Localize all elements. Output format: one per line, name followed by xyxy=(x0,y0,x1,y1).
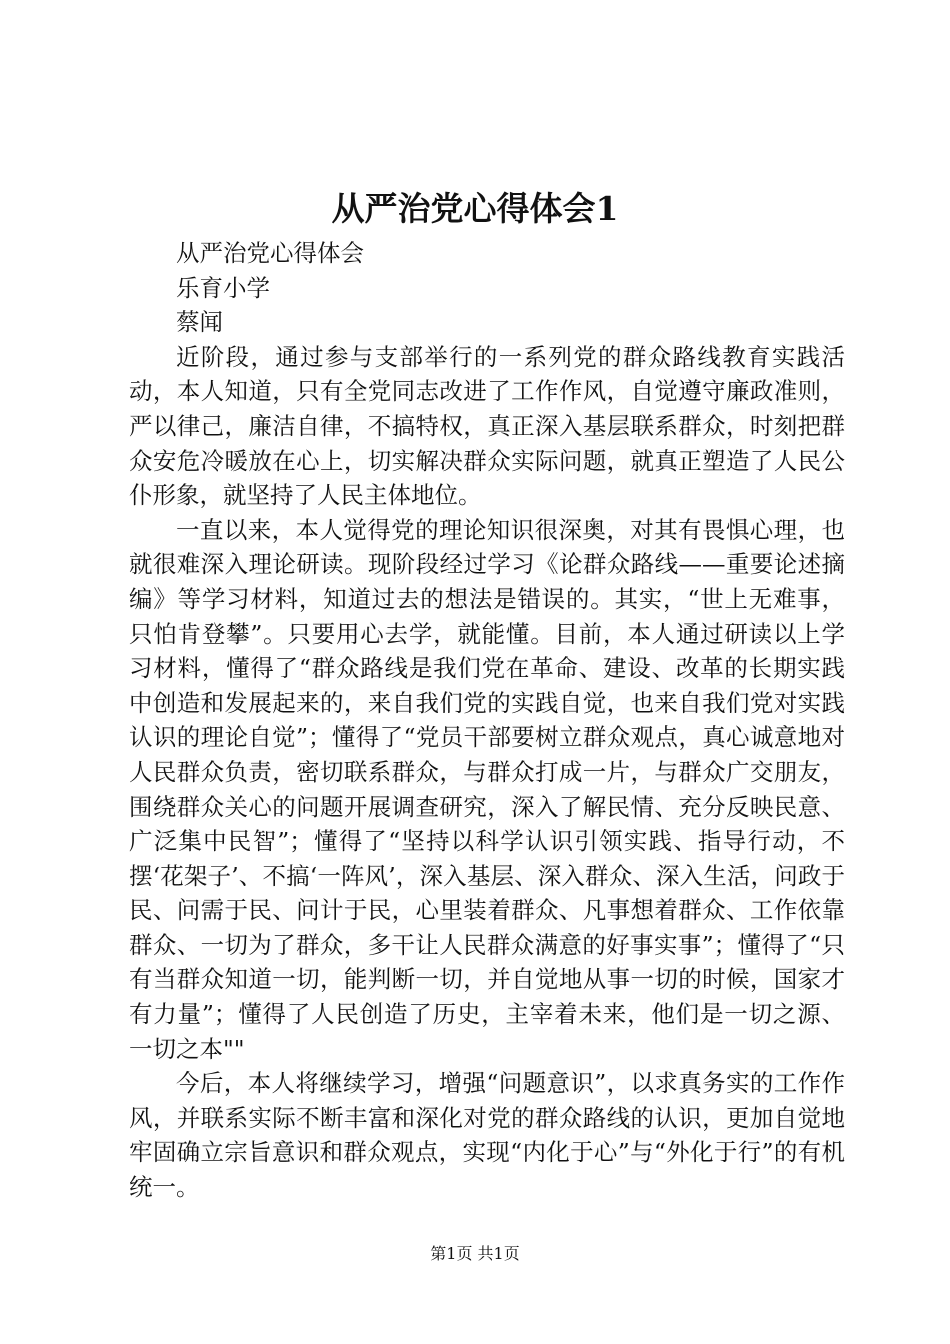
body-paragraph-2: 一直以来，本人觉得党的理论知识很深奥，对其有畏惧心理，也就很难深入理论研读。现阶段经过学习《论群众路线——重要论述摘编》等学习材料，知道过去的想法是错误的。其实，“世上无难事，只怕肯登攀”。只要用心去学，就能懂。目前，本人通过研读以上学习材料，懂得了“群众路线是我们党在革命、建设、改革的长期实践中创造和发展起来的，来自我们党的实践自觉，也来自我们党对实践认识的理论自觉”；懂得了“党员干部要树立群众观点，真心诚意地对人民群众负责，密切联系群众，与群众打成一片，与群众广交朋友，围绕群众关心的问题开展调查研究，深入了解民情、充分反映民意、广泛集中民智”；懂得了“坚持以科学认识引领实践、指导行动，不摆‘花架子’、不搞‘一阵风’，深入基层、深入群众、深入生活，问政于民、问需于民、问计于民，心里装着群众、凡事想着群众、工作依靠群众、一切为了群众，多干让人民群众满意的好事实事”；懂得了“只有当群众知道一切，能判断一切，并自觉地从事一切的时候，国家才有力量”；懂得了人民创造了历史，主宰着未来，他们是一切之源、一切之本"" xyxy=(129,515,845,1063)
page-footer: 第1页 共1页 xyxy=(430,1244,520,1263)
author-name: 蔡闻 xyxy=(176,308,223,337)
body-paragraph-1: 近阶段，通过参与支部举行的一系列党的群众路线教育实践活动，本人知道，只有全党同志改进了工作作风，自觉遵守廉政准则，严以律己，廉洁自律，不搞特权，真正深入基层联系群众，时刻把群众安危冷暖放在心上，切实解决群众实际问题，就真正塑造了人民公仆形象，就坚持了人民主体地位。 xyxy=(129,342,845,510)
document-body xyxy=(129,236,845,1205)
body-paragraph-3: 今后，本人将继续学习，增强“问题意识”，以求真务实的工作作风，并联系实际不断丰富和深化对党的群众路线的认识，更加自觉地牢固确立宗旨意识和群众观点，实现“内化于心”与“外化于行”的有机统一。 xyxy=(129,1069,845,1202)
subtitle-paragraph: 从严治党心得体会 xyxy=(176,239,364,267)
document-title: 从严治党心得体会1 xyxy=(331,189,619,228)
school-name: 乐育小学 xyxy=(176,273,270,302)
